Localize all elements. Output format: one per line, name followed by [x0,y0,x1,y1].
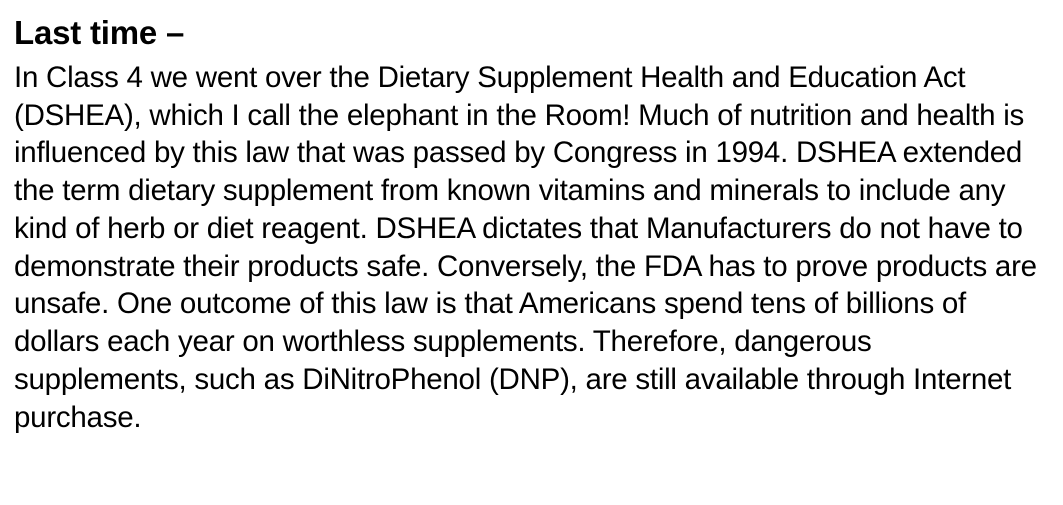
slide-body-text: In Class 4 we went over the Dietary Supplement Health and Education Act (DSHEA), which I call the elephant in the Room! Much of nutrition and health is influenced by this law that was passed by Congress in 1994. DSHEA extended the term dietary supplement from known vitamins and minerals to include any kind of herb or diet reagent. DSHEA dictates that Manufacturers do not have to demonstrate their products safe. Conversely, the FDA has to prove products are unsafe. One outcome of this law is that Americans spend tens of billions of dollars each year on worthless supplements. Therefore, dangerous supplements, such as DiNitroPhenol (DNP), are still available through Internet purchase. [14,60,1037,434]
slide-title: Last time – [14,14,185,51]
